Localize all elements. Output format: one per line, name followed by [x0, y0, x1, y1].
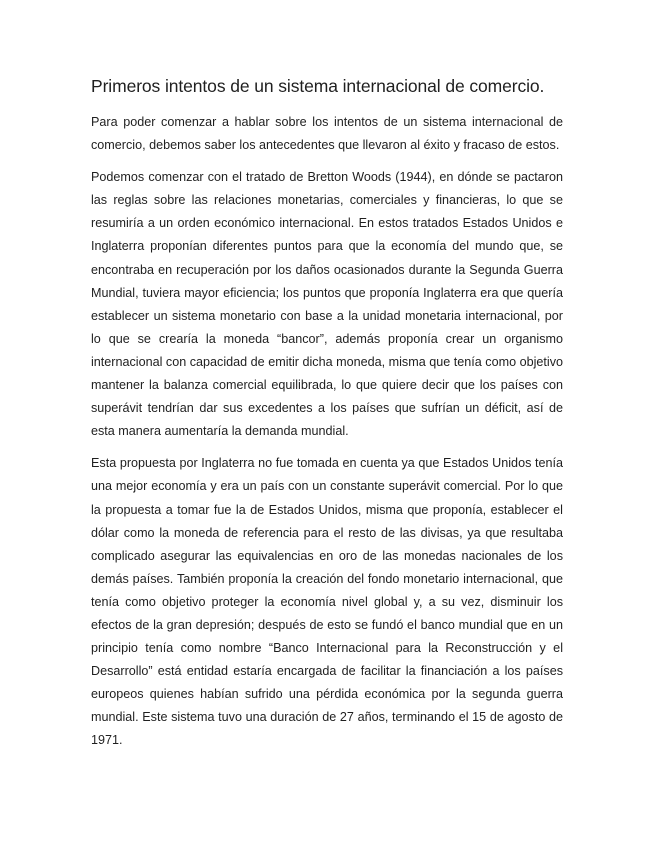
document-body	[91, 74, 563, 762]
paragraph-intro: Para poder comenzar a hablar sobre los intentos de un sistema internacional de comercio, debemos saber los antecedentes que llevaron al éxito y fracaso de estos.	[91, 115, 563, 153]
paragraph-us-proposal: Esta propuesta por Inglaterra no fue tomada en cuenta ya que Estados Unidos tenía una mejor economía y era un país con un constante superávit comercial. Por lo que la propuesta a tomar fue la de Estados Unidos, misma que proponía, establecer el dólar como la moneda de referencia para el resto de las divisas, ya que resultaba complicado asegurar las equivalencias en oro de las monedas nacionales de los demás países. También proponía la creación del fondo monetario internacional, que tenía como objetivo proteger la economía nivel global y, a su vez, disminuir los efectos de la gran depresión; después de esto se fundó el banco mundial que en un principio tenía como nombre “Banco Internacional para la Reconstrucción y el Desarrollo” está entidad estaría encargada de facilitar la financiación a los países europeos quienes habían sufrido una pérdida económica por la segunda guerra mundial. Este sistema tuvo una duración de 27 años, terminando el 15 de agosto de 1971.	[91, 456, 563, 748]
paragraph-bretton-woods: Podemos comenzar con el tratado de Bretton Woods (1944), en dónde se pactaron las reglas sobre las relaciones monetarias, comerciales y financieras, lo que se resumiría a un orden económico internacional. En estos tratados Estados Unidos e Inglaterra proponían diferentes puntos para que la economía del mundo que, se encontraba en recuperación por los daños ocasionados durante la Segunda Guerra Mundial, tuviera mayor eficiencia; los puntos que proponía Inglaterra era que quería establecer un sistema monetario con base a la unidad monetaria internacional, por lo que se crearía la moneda “bancor”, además proponía crear un organismo internacional con capacidad de emitir dicha moneda, misma que tenía como objetivo mantener la balanza comercial equilibrada, lo que quiere decir que los países con superávit tendrían dar sus excedentes a los países que sufrían un déficit, así de esta manera aumentaría la demanda mundial.	[91, 170, 563, 439]
document-title: Primeros intentos de un sistema internacional de comercio.	[91, 76, 545, 96]
